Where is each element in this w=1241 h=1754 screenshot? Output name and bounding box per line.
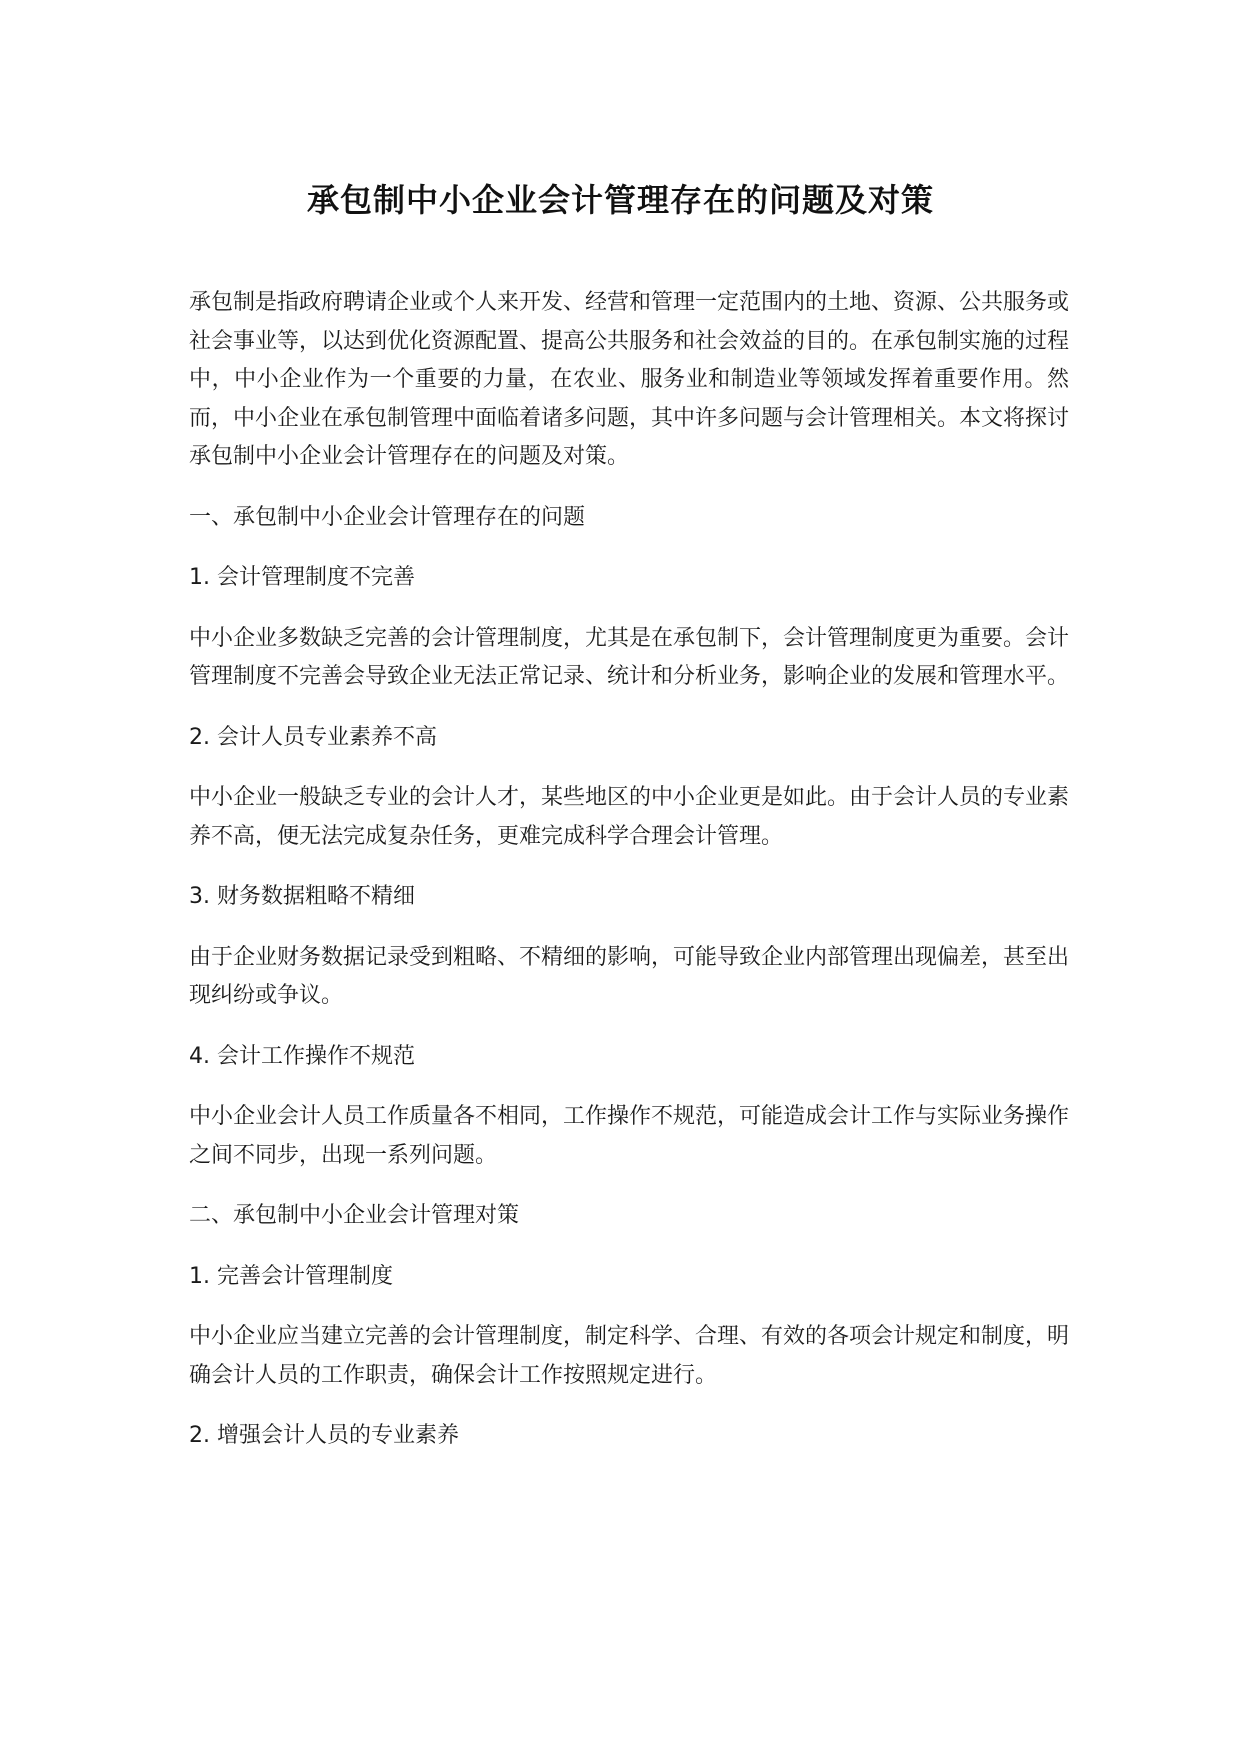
subsection-heading: 4. 会计工作操作不规范 — [189, 1043, 415, 1069]
intro-paragraph: 承包制是指政府聘请企业或个人来开发、经营和管理一定范围内的土地、资源、公共服务或社会事业等，以达到优化资源配置、提高公共服务和社会效益的目的。在承包制实施的过程中，中小企业作为一个重要的力量，在农业、服务业和制造业等领域发挥着重要作用。然而，中小企业在承包制管理中面临着诸多问题，其中许多问题与会计管理相关。本文将探讨承包制中小企业会计管理存在的问题及对策。 — [189, 290, 1070, 469]
subsection-body: 中小企业多数缺乏完善的会计管理制度，尤其是在承包制下，会计管理制度更为重要。会计管理制度不完善会导致企业无法正常记录、统计和分析业务，影响企业的发展和管理水平。 — [189, 625, 1070, 689]
document-title: 承包制中小企业会计管理存在的问题及对策 — [306, 181, 934, 219]
document-body — [189, 284, 1069, 1456]
subsection-heading: 2. 增强会计人员的专业素养 — [189, 1423, 459, 1448]
section-2-heading: 二、承包制中小企业会计管理对策 — [189, 1203, 520, 1228]
subsection-body: 中小企业一般缺乏专业的会计人才，某些地区的中小企业更是如此。由于会计人员的专业素养不高，便无法完成复杂任务，更难完成科学合理会计管理。 — [189, 785, 1070, 849]
subsection-body: 中小企业应当建立完善的会计管理制度，制定科学、合理、有效的各项会计规定和制度，明确会计人员的工作职责，确保会计工作按照规定进行。 — [189, 1324, 1070, 1388]
section-1-heading: 一、承包制中小企业会计管理存在的问题 — [189, 504, 586, 530]
subsection-body: 由于企业财务数据记录受到粗略、不精细的影响，可能导致企业内部管理出现偏差，甚至出现纠纷或争议。 — [189, 944, 1070, 1008]
subsection-heading: 2. 会计人员专业素养不高 — [189, 724, 437, 750]
subsection-heading: 3. 财务数据粗略不精细 — [189, 884, 415, 909]
subsection-heading: 1. 完善会计管理制度 — [189, 1263, 393, 1289]
subsection-body: 中小企业会计人员工作质量各不相同，工作操作不规范，可能造成会计工作与实际业务操作之间不同步，出现一系列问题。 — [189, 1104, 1070, 1168]
subsection-heading: 1. 会计管理制度不完善 — [189, 565, 415, 590]
